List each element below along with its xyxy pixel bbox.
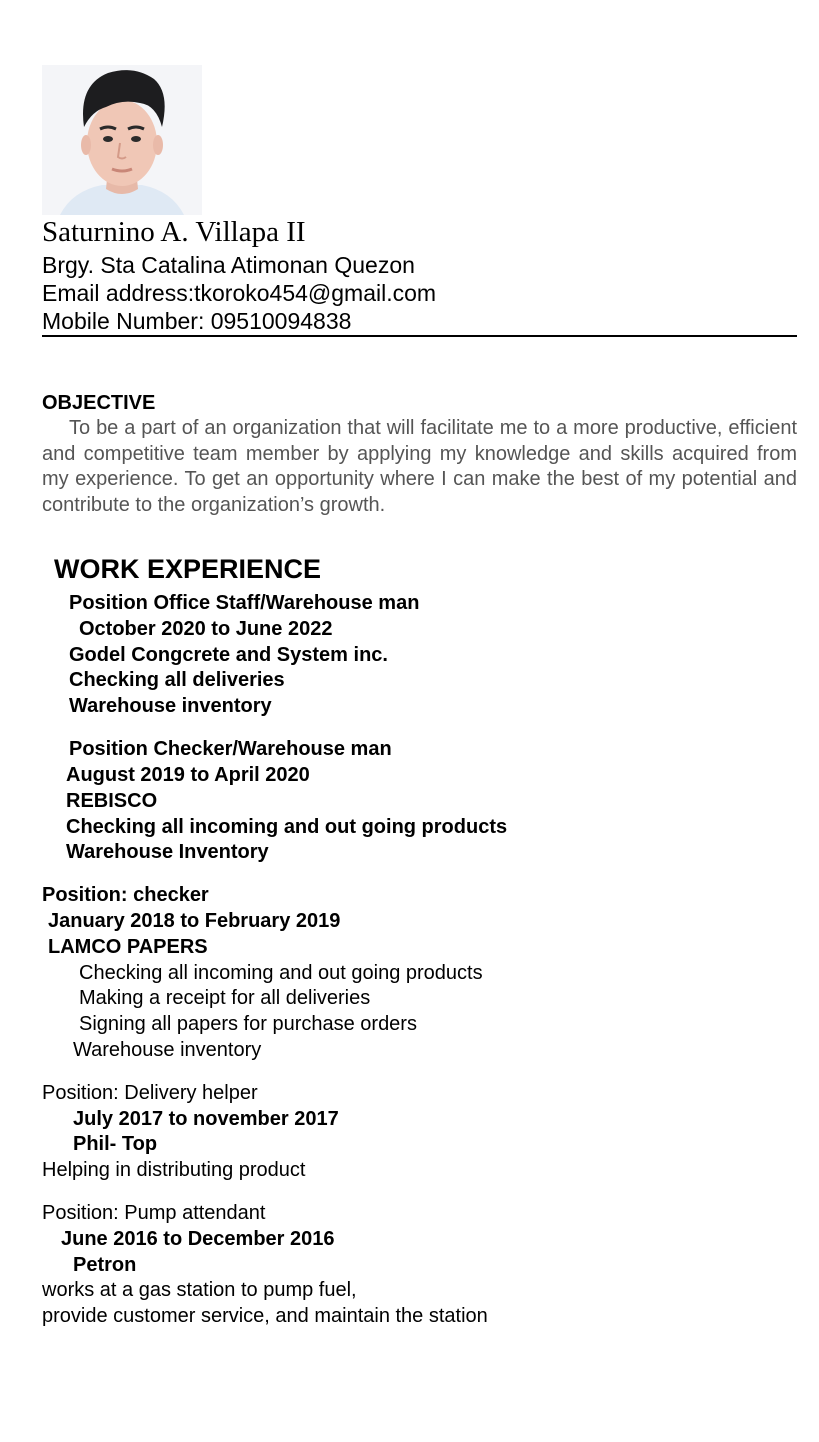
job-company: Petron: [73, 1254, 137, 1276]
header-divider: [42, 335, 797, 337]
job-period: January 2018 to February 2019: [48, 910, 341, 932]
job-position: Position Office Staff/Warehouse man: [69, 592, 420, 614]
job-duty: Warehouse inventory: [73, 1039, 262, 1061]
job-period: July 2017 to november 2017: [73, 1108, 339, 1130]
job-duty: Warehouse Inventory: [66, 841, 269, 863]
job-duty: Making a receipt for all deliveries: [79, 987, 371, 1009]
job-duty: Helping in distributing product: [42, 1159, 306, 1181]
job-duty: Signing all papers for purchase orders: [79, 1013, 417, 1035]
job-duty: Checking all incoming and out going products: [79, 962, 483, 984]
job-duty: provide customer service, and maintain the station: [42, 1305, 488, 1327]
job-period: June 2016 to December 2016: [61, 1228, 335, 1250]
job-duty: Checking all incoming and out going products: [66, 816, 508, 838]
portrait-illustration: [42, 65, 202, 215]
address: Brgy. Sta Catalina Atimonan Quezon: [42, 252, 415, 278]
profile-photo: [42, 65, 202, 215]
mobile-number: Mobile Number: 09510094838: [42, 308, 352, 334]
job-duty: Warehouse inventory: [69, 695, 272, 717]
full-name: Saturnino A. Villapa II: [42, 216, 306, 248]
job-duty: Checking all deliveries: [69, 669, 285, 691]
work-experience-heading: WORK EXPERIENCE: [54, 554, 322, 584]
objective-heading: OBJECTIVE: [42, 392, 156, 414]
job-period: August 2019 to April 2020: [66, 764, 310, 786]
job-position: Position: checker: [42, 884, 209, 906]
job-position: Position Checker/Warehouse man: [69, 738, 392, 760]
job-company: Godel Congcrete and System inc.: [69, 644, 388, 666]
job-period: October 2020 to June 2022: [79, 618, 333, 640]
job-position: Position: Pump attendant: [42, 1202, 266, 1224]
job-company: REBISCO: [66, 790, 158, 812]
email-address: Email address:tkoroko454@gmail.com: [42, 280, 437, 306]
job-duty: works at a gas station to pump fuel,: [42, 1279, 357, 1301]
job-company: LAMCO PAPERS: [48, 936, 208, 958]
job-company: Phil- Top: [73, 1133, 158, 1155]
job-position: Position: Delivery helper: [42, 1082, 258, 1104]
objective-text: To be a part of an organization that will facilitate me to a more productive, efficient and competitive team member by applying my knowledge and skills acquired from my experience. To get an opportunity where I can make the best of my potential and contribute to the organization’s growth.: [42, 417, 797, 516]
